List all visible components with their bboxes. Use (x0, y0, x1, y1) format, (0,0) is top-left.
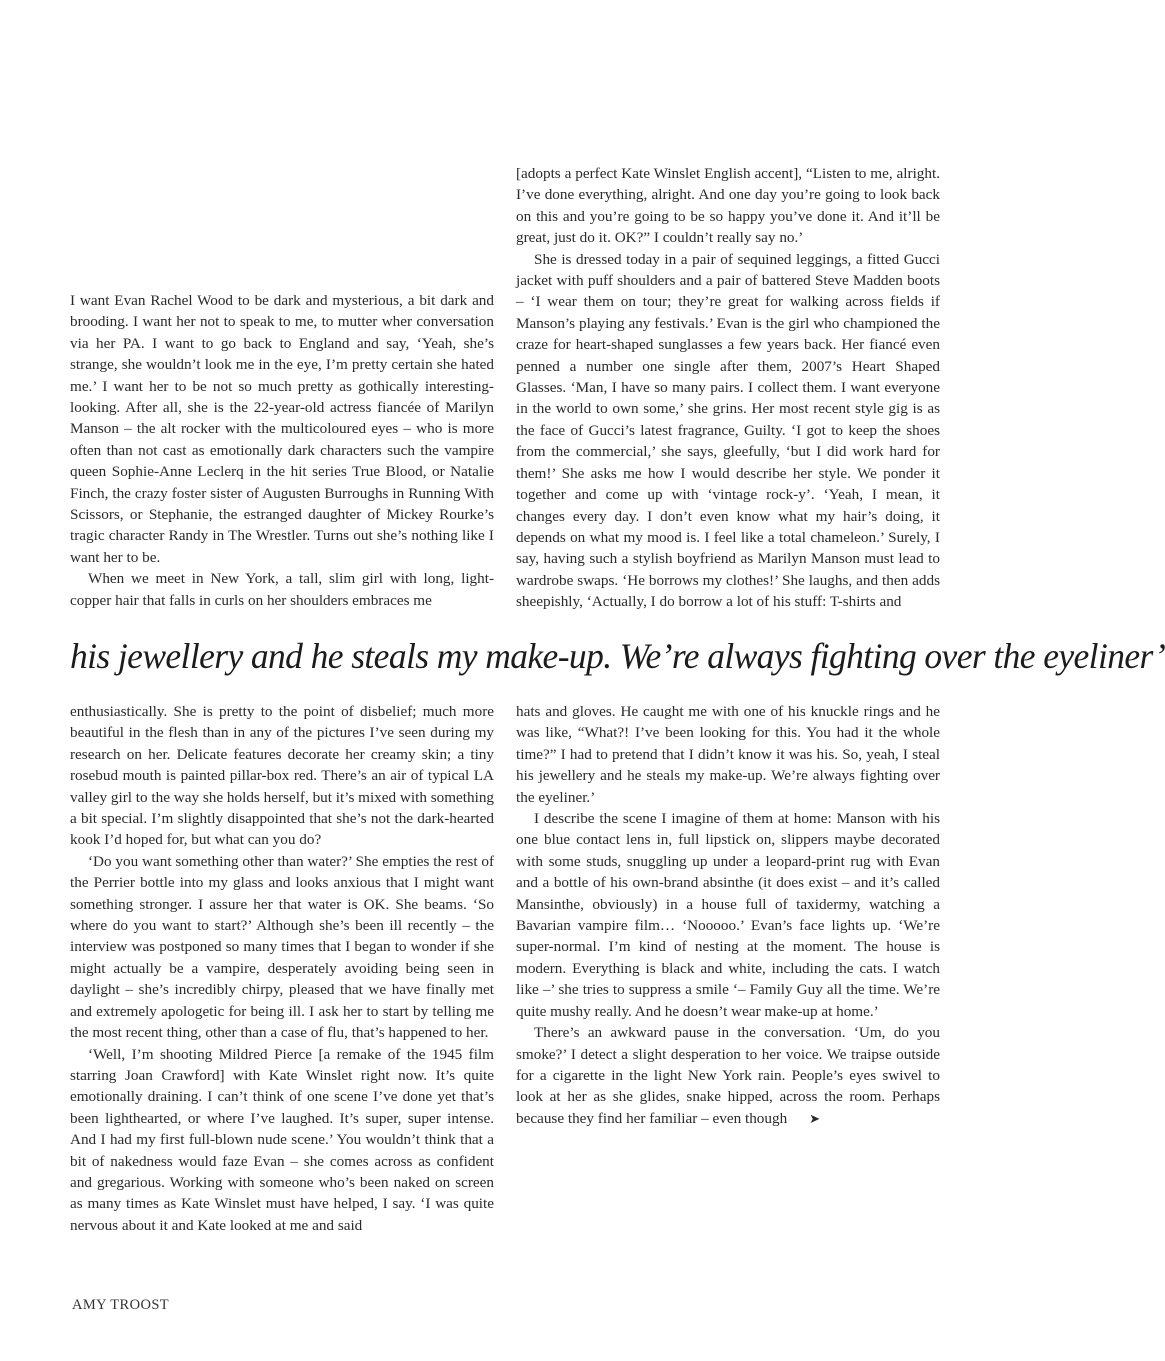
paragraph: hats and gloves. He caught me with one of his knuckle rings and he was like, “What?! I’ve been looking for this. You had it the whole time?” I had to pretend that I didn’t know it was his. So, yeah, I steal his jewellery and he steals my make-up. We’re always fighting over the eyeliner.’ (516, 703, 940, 806)
column-right-top (516, 163, 940, 613)
column-left-bottom (70, 701, 494, 1236)
byline: AMY TROOST (72, 1297, 170, 1313)
pull-quote: his jewellery and he steals my make-up. We’re always fighting over the eyeliner’ (70, 636, 1165, 676)
continue-arrow-icon: ➤ (809, 1110, 821, 1126)
paragraph: When we meet in New York, a tall, slim girl with long, light-copper hair that falls in curls on her shoulders embraces me (70, 570, 494, 609)
column-left-top (70, 290, 494, 611)
paragraph: ‘Well, I’m shooting Mildred Pierce [a remake of the 1945 film starring Joan Crawford] with Kate Winslet right now. It’s quite emotionally draining. I can’t think of one scene I’ve done yet that’s been lighthearted, or where I’ve laughed. It’s super, super intense. And I had my first full-blown nude scene.’ You wouldn’t think that a bit of nakedness would faze Evan – she comes across as confident and gregarious. Working with someone who’s been naked on screen as many times as Kate Winslet must have helped, I say. ‘I was quite nervous about it and Kate looked at me and said (70, 1045, 494, 1234)
paragraph-last (516, 1022, 940, 1129)
paragraph: [adopts a perfect Kate Winslet English accent], “Listen to me, alright. I’ve done everything, alright. And one day you’re going to look back on this and you’re going to be so happy you’ve done it. And it’ll be great, just do it. OK?” I couldn’t really say no.’ (516, 165, 940, 247)
paragraph: enthusiastically. She is pretty to the point of disbelief; much more beautiful in the flesh than in any of the pictures I’ve seen during my research on her. Delicate features decorate her creamy skin; a tiny rosebud mouth is painted pillar-box red. There’s an air of typical LA valley girl to the way she holds herself, but it’s mixed with something a bit special. I’m slightly disappointed that she’s not the dark-hearted kook I’d hoped for, but what can you do? (70, 703, 494, 849)
paragraph: She is dressed today in a pair of sequined leggings, a fitted Gucci jacket with puff shoulders and a pair of battered Steve Madden boots – ‘I wear them on tour; they’re great for walking across fields if Manson’s playing any festivals.’ Evan is the girl who championed the craze for heart-shaped sunglasses a few years back. Her fiancé even penned a number one single after them, 2007’s Heart Shaped Glasses. ‘Man, I have so many pairs. I collect them. I want everyone in the world to own some,’ she grins. Her most recent style gig is as the face of Gucci’s latest fragrance, Guilty. ‘I got to keep the shoes from the commercial,’ she says, gleefully, ‘but I did work hard for them!’ She asks me how I would describe her style. We ponder it together and come up with ‘vintage rock-y’. ‘Yeah, I mean, it changes every day. I don’t even know what my hair’s doing, it depends on what my mood is. I feel like a total chameleon.’ Surely, I say, having such a stylish boyfriend as Marilyn Manson must lead to wardrobe swaps. ‘He borrows my clothes!’ She laughs, and then adds sheepishly, ‘Actually, I do borrow a lot of his stuff: T-shirts and (516, 250, 940, 611)
column-right-bottom (516, 701, 940, 1129)
paragraph: ‘Do you want something other than water?’ She empties the rest of the Perrier bottle into my glass and looks anxious that I might want something stronger. I assure her that water is OK. She beams. ‘So where do you want to start?’ Although she’s been ill recently – the interview was postponed so many times that I began to wonder if she might actually be a vampire, desperately avoiding being seen in daylight – she’s incredibly chirpy, pleased that we have finally met and extremely apologetic for being ill. I ask her to start by telling me the most recent thing, other than a case of flu, that’s happened to her. (70, 852, 494, 1042)
paragraph-text: There’s an awkward pause in the conversation. ‘Um, do you smoke?’ I detect a slight desperation to her voice. We traipse outside for a cigarette in the light New York rain. People’s eyes swivel to look at her as she glides, snake hipped, across the room. Perhaps because they find her familiar – even though (516, 1024, 940, 1127)
paragraph: I want Evan Rachel Wood to be dark and mysterious, a bit dark and brooding. I want her not to speak to me, to mutter wher conversation via her PA. I want to go back to England and say, ‘Yeah, she’s strange, she wouldn’t look me in the eye, I’m pretty certain she hated me.’ I want her to be not so much pretty as gothically interesting-looking. After all, she is the 22-year-old actress fiancée of Marilyn Manson – the alt rocker with the multicoloured eyes – who is more often than not cast as emotionally dark characters such the vampire queen Sophie-Anne Leclerq in the hit series True Blood, or Natalie Finch, the crazy foster sister of Augusten Burroughs in Running With Scissors, or Stephanie, the estranged daughter of Mickey Rourke’s tragic character Randy in The Wrestler. Turns out she’s nothing like I want her to be. (70, 292, 494, 566)
paragraph: I describe the scene I imagine of them at home: Manson with his one blue contact lens in, full lipstick on, slippers maybe decorated with some studs, snuggling up under a leopard-print rug with Evan and a bottle of his own-brand absinthe (it does exist – and it’s called Mansinthe, obviously) in a house full of taxidermy, watching a Bavarian vampire film… ‘Nooooo.’ Evan’s face lights up. ‘We’re super-normal. I’m kind of nesting at the moment. The house is modern. Everything is black and white, including the cats. I watch like –’ she tries to suppress a smile ‘– Family Guy all the time. We’re quite mushy really. And he doesn’t wear make-up at home.’ (516, 810, 940, 1020)
